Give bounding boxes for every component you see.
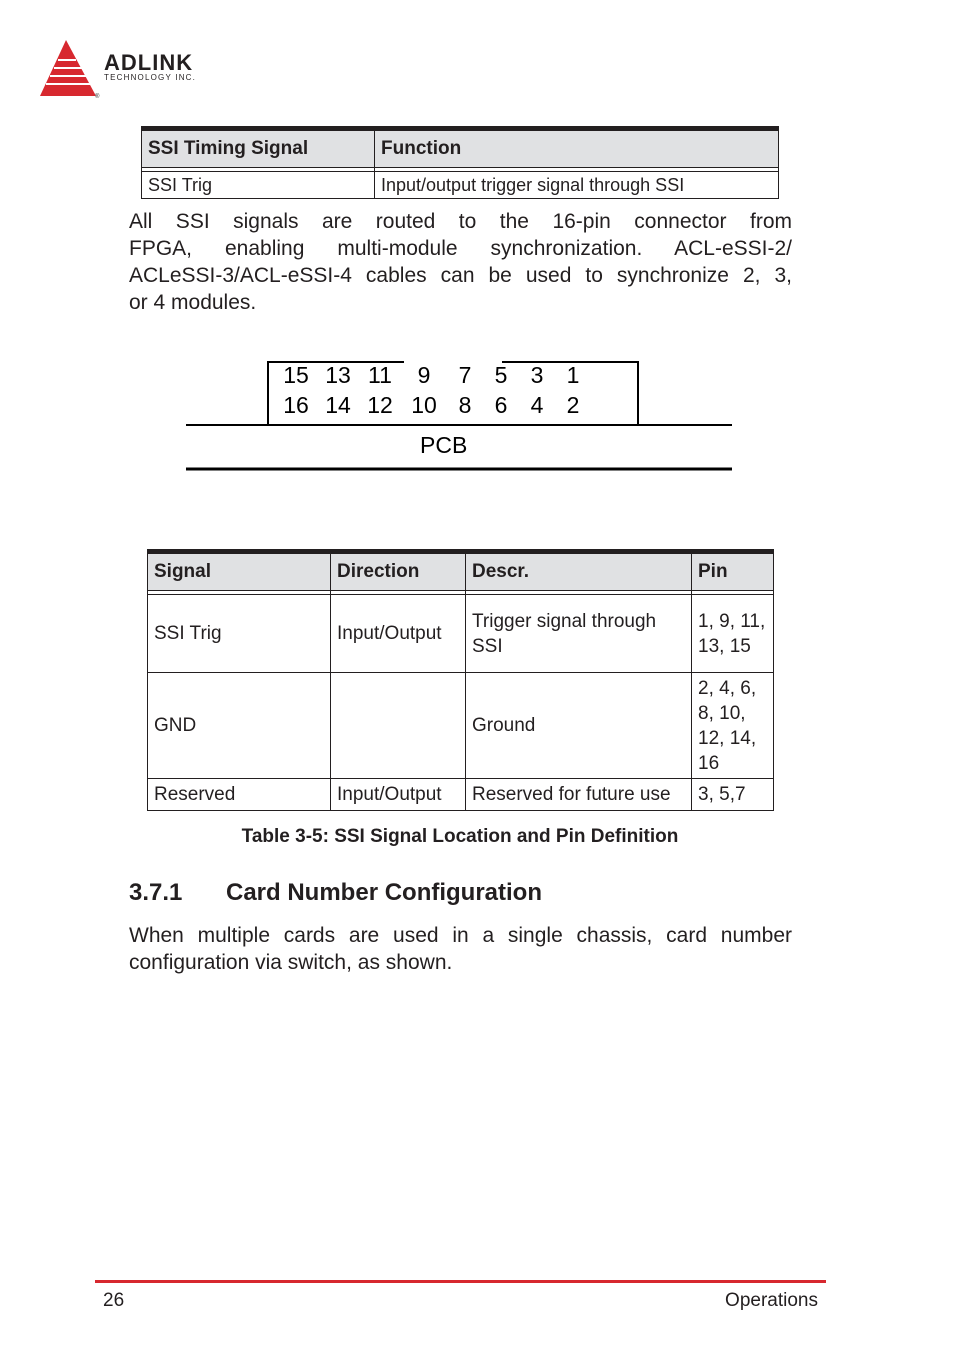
pin-cell: 1, 9, 11, 13, 15 bbox=[692, 595, 774, 673]
ssi-signal-table bbox=[147, 549, 774, 811]
paragraph-line: FPGA, enabling multi-module synchronization. ACL-eSSI-2/ bbox=[129, 237, 792, 260]
pin-label: 15 bbox=[283, 362, 309, 388]
descr-cell: Trigger signal through SSI bbox=[466, 595, 692, 673]
paragraph-line: When multiple cards are used in a single chassis, card number bbox=[129, 924, 792, 947]
table-header-row bbox=[142, 129, 779, 168]
pin-label: 11 bbox=[368, 362, 392, 388]
section-title: Card Number Configuration bbox=[226, 879, 542, 906]
column-header: Function bbox=[375, 129, 779, 168]
direction-cell bbox=[331, 673, 466, 779]
paragraph-line: All SSI signals are routed to the 16-pin connector from bbox=[129, 210, 792, 233]
pin-label: 3 bbox=[530, 362, 544, 388]
table-row bbox=[148, 595, 774, 673]
pin-label: 5 bbox=[494, 362, 508, 388]
table-cell: SSI Trig bbox=[142, 172, 375, 199]
table-header-row bbox=[148, 552, 774, 591]
svg-text:®: ® bbox=[95, 94, 100, 100]
signal-cell: Reserved bbox=[148, 779, 331, 811]
page-number: 26 bbox=[103, 1290, 125, 1311]
table-row bbox=[142, 172, 779, 199]
column-header: SSI Timing Signal bbox=[142, 129, 375, 168]
column-header: Descr. bbox=[466, 552, 692, 591]
pin-label: 10 bbox=[411, 392, 437, 418]
table-row bbox=[148, 779, 774, 811]
pin-label: 16 bbox=[283, 392, 309, 418]
section-paragraph bbox=[129, 922, 792, 976]
column-header: Signal bbox=[148, 552, 331, 591]
pin-label: 6 bbox=[494, 392, 508, 418]
pin-label: 1 bbox=[566, 362, 580, 388]
column-header: Pin bbox=[692, 552, 774, 591]
table-cell: Input/output trigger signal through SSI bbox=[375, 172, 779, 199]
column-header: Direction bbox=[331, 552, 466, 591]
adlink-logo bbox=[38, 38, 238, 100]
pin-label: 4 bbox=[530, 392, 544, 418]
connector-pin-diagram bbox=[186, 358, 732, 474]
logo-triangle-icon bbox=[38, 38, 102, 100]
pin-label: 14 bbox=[325, 392, 351, 418]
paragraph-line: configuration via switch, as shown. bbox=[129, 951, 453, 974]
ssi-timing-table bbox=[141, 126, 779, 199]
section-number: 3.7.1 bbox=[129, 879, 183, 906]
paragraph-line: or 4 modules. bbox=[129, 291, 257, 314]
logo-wordmark: ADLINK bbox=[104, 50, 194, 75]
pin-label: 8 bbox=[458, 392, 472, 418]
chapter-name: Operations bbox=[725, 1290, 818, 1311]
direction-cell: Input/Output bbox=[331, 779, 466, 811]
intro-paragraph bbox=[129, 208, 792, 316]
descr-cell: Ground bbox=[466, 673, 692, 779]
section-heading bbox=[129, 879, 542, 907]
descr-cell: Reserved for future use bbox=[466, 779, 692, 811]
table-caption: Table 3-5: SSI Signal Location and Pin Definition bbox=[241, 826, 679, 847]
pin-label: 12 bbox=[367, 392, 393, 418]
pin-cell: 3, 5,7 bbox=[692, 779, 774, 811]
direction-cell: Input/Output bbox=[331, 595, 466, 673]
pin-label: 7 bbox=[458, 362, 472, 388]
table-row bbox=[148, 673, 774, 779]
logo-tagline: TECHNOLOGY INC. bbox=[104, 73, 197, 82]
pin-label: 2 bbox=[566, 392, 580, 418]
paragraph-line: ACLeSSI-3/ACL-eSSI-4 cables can be used to synchronize 2, 3, bbox=[129, 264, 792, 287]
pcb-label: PCB bbox=[420, 432, 468, 458]
pin-cell: 2, 4, 6, 8, 10, 12, 14, 16 bbox=[692, 673, 774, 779]
signal-cell: GND bbox=[148, 673, 331, 779]
pin-label: 13 bbox=[325, 362, 351, 388]
footer-rule bbox=[95, 1280, 826, 1283]
signal-cell: SSI Trig bbox=[148, 595, 331, 673]
pin-label: 9 bbox=[417, 362, 431, 388]
